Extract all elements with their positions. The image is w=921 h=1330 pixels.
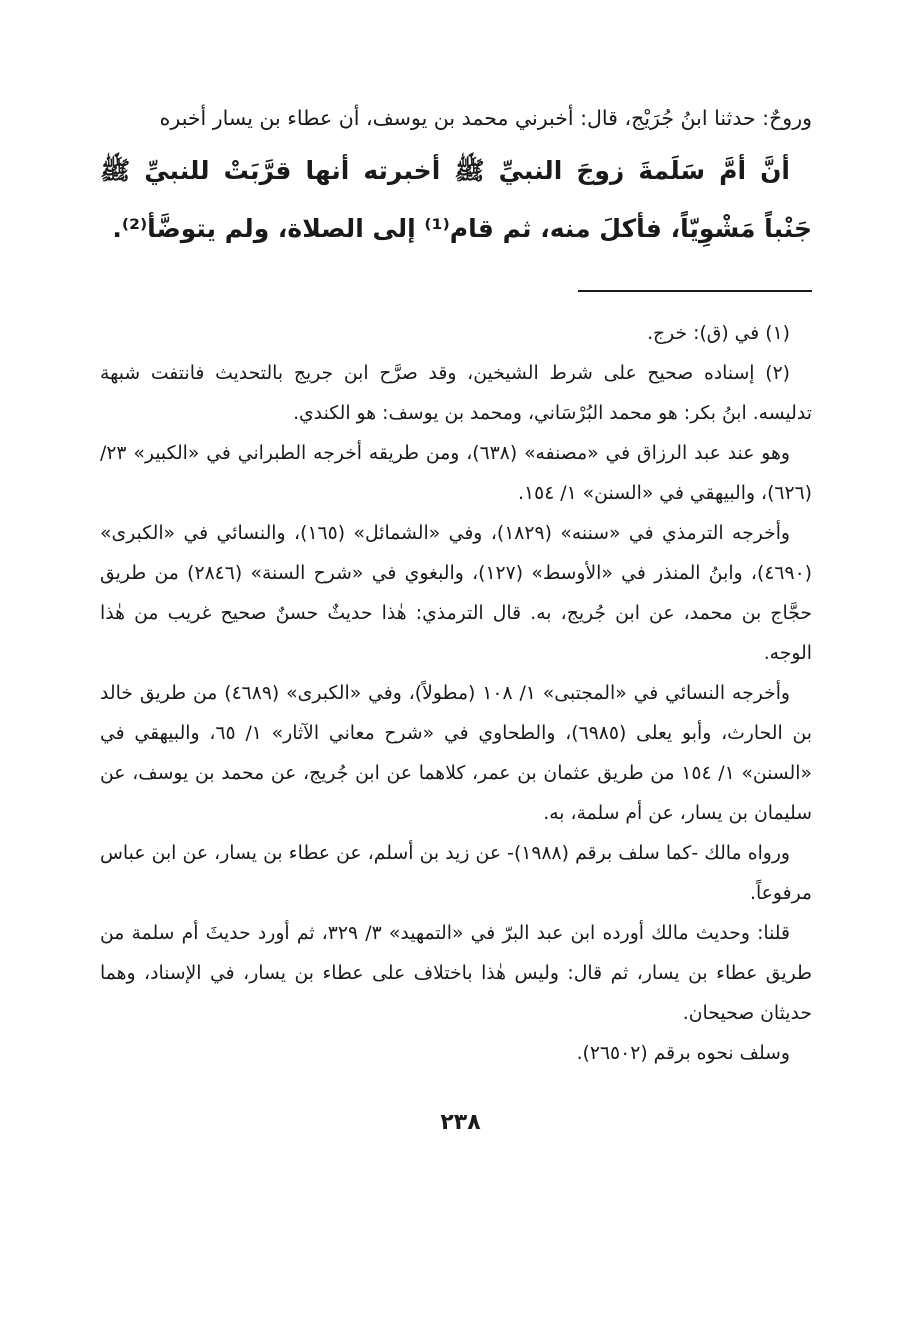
page-number: ٢٣٨ — [440, 1110, 481, 1135]
footnotes — [100, 314, 812, 1074]
footnote-paragraph: ورواه مالك -كما سلف برقم (١٩٨٨)- عن زيد بن أسلم، عن عطاء بن يسار، عن ابن عباس مرفوعاً. — [100, 843, 812, 904]
footnote-separator — [578, 290, 812, 292]
footnote-paragraph: وأخرجه الترمذي في «سننه» (١٨٢٩)، وفي «الشمائل» (١٦٥)، والنسائي في «الكبرى» (٤٦٩٠)، وابنُ المنذر في «الأوسط» (١٢٧)، والبغوي في «شرح السنة» (٢٨٤٦) من طريق حجَّاج بن محمد، عن ابن جُريج، به. قال الترمذي: هٰذا حديثٌ حسنٌ صحيح غريب من هٰذا الوجه. — [100, 523, 812, 664]
footnote-1: (١) في (ق): خرج. — [647, 323, 790, 344]
footnote-paragraph: وأخرجه النسائي في «المجتبى» ١/ ١٠٨ (مطولاً)، وفي «الكبرى» (٤٦٨٩) من طريق خالد بن الحارث، وأبو يعلى (٦٩٨٥)، والطحاوي في «شرح معاني الآثار» ١/ ٦٥، والبيهقي في «السنن» ١/ ١٥٤ من طريق عثمان بن عمر، كلاهما عن ابن جُريج، عن محمد بن يوسف، عن سليمان بن يسار، عن أم سلمة، به. — [100, 683, 812, 824]
isnad-intro: وروحٌ: حدثنا ابنُ جُرَيْج، قال: أخبرني محمد بن يوسف، أن عطاء بن يسار أخبره — [159, 106, 812, 130]
document-page — [100, 96, 812, 1276]
hadith-text: أنَّ أمَّ سَلَمةَ زوجَ النبيِّ ﷺ أخبرته أنها قرَّبَتْ للنبيِّ ﷺ جَنْباً مَشْوِيّاً، فأكلَ منه، ثم قام⁽¹⁾ إلى الصلاة، ولم يتوضَّأ⁽²⁾. — [100, 156, 812, 243]
footnote-paragraph: وسلف نحوه برقم (٢٦٥٠٢). — [576, 1043, 790, 1064]
footnote-paragraph: وهو عند عبد الرزاق في «مصنفه» (٦٣٨)، ومن طريقه أخرجه الطبراني في «الكبير» ٢٣/ (٦٢٦)، والبيهقي في «السنن» ١/ ١٥٤. — [100, 443, 812, 504]
footnote-paragraph: قلنا: وحديث مالك أورده ابن عبد البرّ في «التمهيد» ٣/ ٣٢٩، ثم أورد حديثَ أم سلمة من طريق عطاء بن يسار، ثم قال: وليس هٰذا باختلاف على عطاء بن يسار، في الإسناد، وهما حديثان صحيحان. — [100, 923, 812, 1024]
footnote-2: (٢) إسناده صحيح على شرط الشيخين، وقد صرَّح ابن جريج بالتحديث فانتفت شبهة تدليسه. ابنُ بكر: هو محمد البُرْسَاني، ومحمد بن يوسف: هو الكندي. — [100, 363, 812, 424]
